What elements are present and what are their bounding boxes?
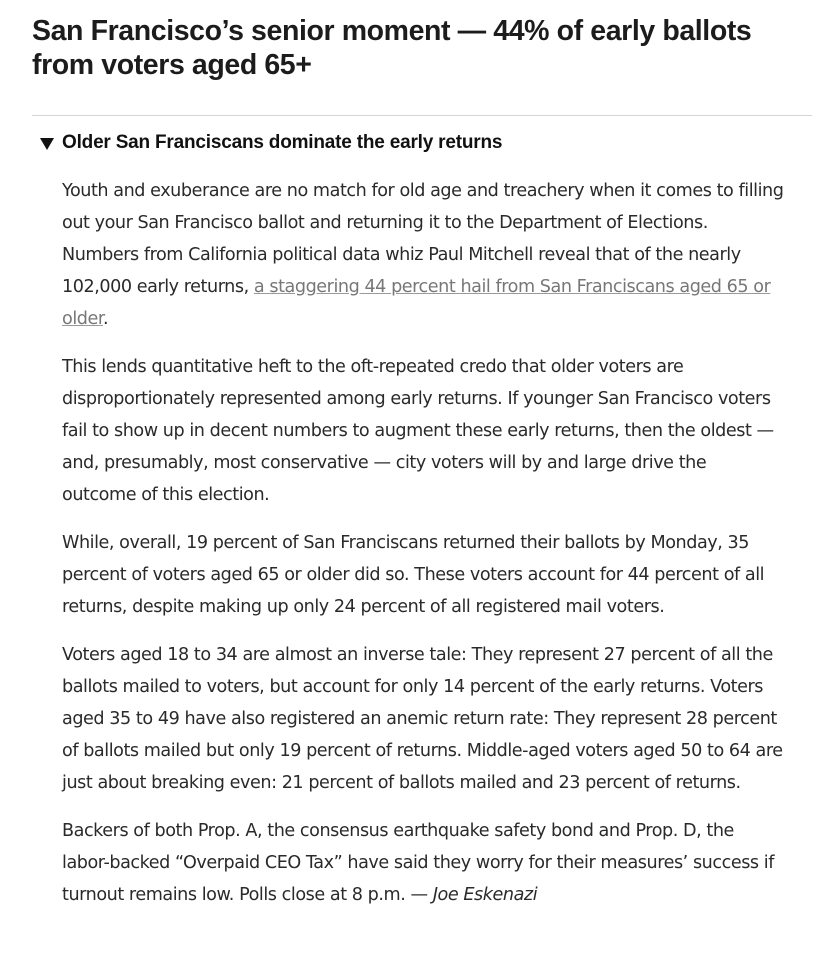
paragraph-2: This lends quantitative heft to the oft-repeated credo that older voters are disproportionately represented among early returns. If younger San Francisco voters fail to show up in decent numbers to augment these early returns, then the oldest — and, presumably, most conservative — city voters will by and large drive the outcome of this election. [62,357,774,505]
paragraph-5-text: Backers of both Prop. A, the consensus earthquake safety bond and Prop. D, the labor-backed “Overpaid CEO Tax” have said they worry for their measures’ success if turnout remains low. Polls close at 8 p.m. — [62,821,774,905]
divider [32,115,812,116]
details-body [62,175,784,927]
details-summary-toggle[interactable] [40,130,502,156]
paragraph-3: While, overall, 19 percent of San Franciscans returned their ballots by Monday, 35 percent of voters aged 65 or older did so. These voters account for 44 percent of all returns, despite making up only 24 percent of all registered mail voters. [62,533,765,617]
paragraph-4: Voters aged 18 to 34 are almost an inverse tale: They represent 27 percent of all the ballots mailed to voters, but account for only 14 percent of the early returns. Voters aged 35 to 49 have also registered an anemic return rate: They represent 28 percent of ballots mailed but only 19 percent of returns. Middle-aged voters aged 50 to 64 are just about breaking even: 21 percent of ballots mailed and 23 percent of returns. [62,645,783,793]
author-byline: Joe Eskenazi [432,885,538,905]
paragraph-1 [62,175,784,335]
article-headline: San Francisco’s senior moment — 44% of early ballots from voters aged 65+ [32,15,752,81]
paragraph-5 [62,815,784,911]
paragraph-1-end: . [103,309,109,329]
paragraph-1-text: Youth and exuberance are no match for old age and treachery when it comes to filling out your San Francisco ballot and returning it to the Department of Elections. Numbers from California political data whiz Paul Mitchell reveal that of the nearly 102,000 early returns, [62,181,784,297]
details-summary-label: Older San Franciscans dominate the early returns [62,132,503,153]
disclosure-triangle-icon[interactable] [40,138,54,150]
early-returns-link[interactable]: a staggering 44 percent hail from San Franciscans aged 65 or older [62,277,771,329]
